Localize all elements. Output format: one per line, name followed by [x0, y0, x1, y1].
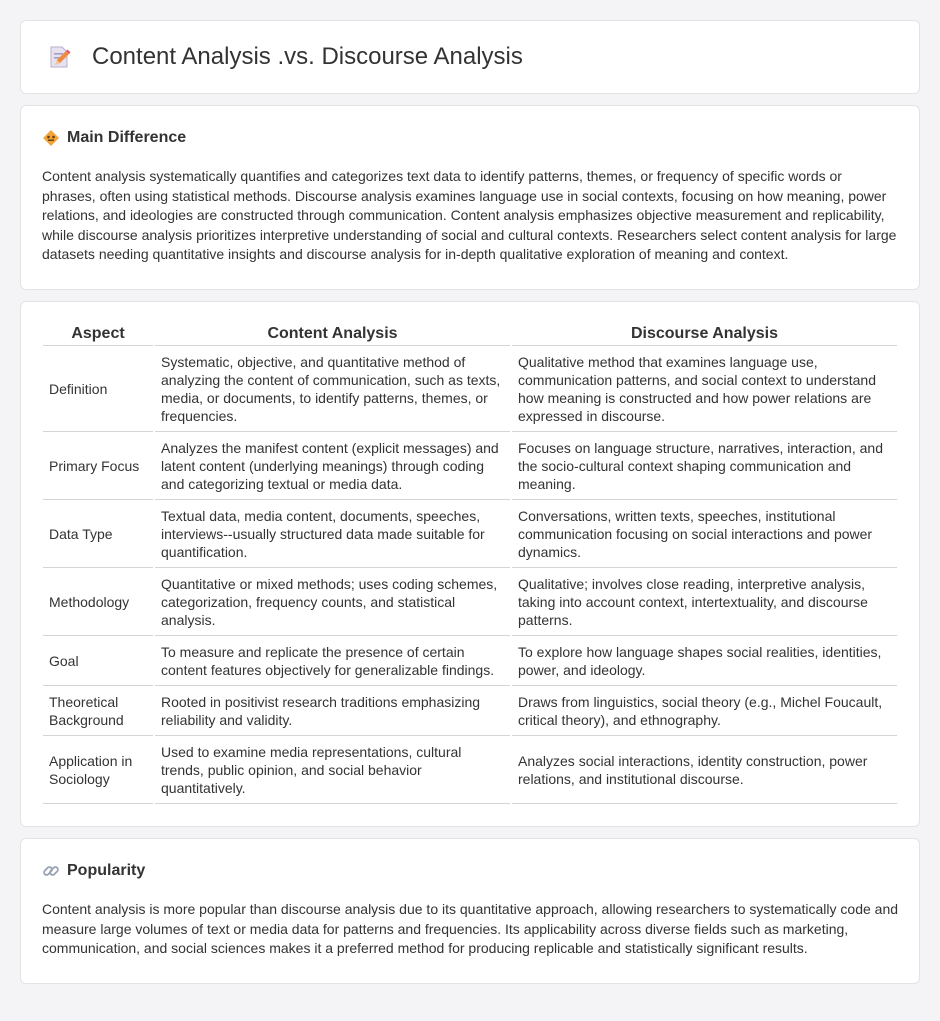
discourse-cell: To explore how language shapes social realities, identities, power, and ideology. — [512, 636, 897, 686]
popularity-header — [42, 862, 899, 880]
main-difference-text: Content analysis systematically quantifies and categorizes text data to identify patterns, themes, or frequency of specific words or phrases, often using statistical methods. Discourse analysis examines language use in social contexts, focusing on how meaning, power relations, and ideologies are constructed through communication. Content analysis emphasizes objective measurement and replicability, while discourse analysis prioritizes interpretive understanding of social and cultural contexts. Researchers select content analysis for large datasets needing quantitative insights and discourse analysis for in-depth qualitative exploration of meaning and context. — [42, 168, 897, 263]
section-title: Popularity — [67, 861, 146, 879]
popularity-text: Content analysis is more popular than discourse analysis due to its quantitative approach, allowing researchers to systematically code and measure large volumes of text or media data for patterns and frequencies. Its applicability across diverse fields such as marketing, communication, and social sciences makes it a preferred method for producing replicable and statistically significant results. — [42, 900, 899, 957]
main-difference-header — [42, 129, 899, 147]
table-row — [43, 636, 897, 686]
discourse-cell: Qualitative method that examines language use, communication patterns, and social context to understand how meaning is constructed and how power relations are expressed in discourse. — [512, 346, 897, 432]
discourse-cell: Analyzes social interactions, identity construction, power relations, and institutional discourse. — [512, 736, 897, 804]
section-title: Main Difference — [67, 129, 187, 146]
content-cell: Rooted in positivist research traditions emphasizing reliability and validity. — [155, 686, 510, 736]
table-row — [43, 568, 897, 636]
table-row — [43, 432, 897, 500]
header-aspect: Aspect — [43, 322, 153, 346]
content-cell: Analyzes the manifest content (explicit messages) and latent content (underlying meanings) through coding and categorizing textual or media data. — [155, 432, 510, 500]
page-title: Content Analysis .vs. Discourse Analysis — [92, 43, 523, 70]
discourse-cell: Focuses on language structure, narratives, interaction, and the socio-cultural context shaping communication and meaning. — [512, 432, 897, 500]
table-header-row — [43, 322, 897, 346]
comparison-table-card — [20, 301, 920, 827]
aspect-cell: Application in Sociology — [43, 736, 153, 804]
content-cell: Quantitative or mixed methods; uses coding schemes, categorization, frequency counts, and statistical analysis. — [155, 568, 510, 636]
content-cell: To measure and replicate the presence of certain content features objectively for generalizable findings. — [155, 636, 510, 686]
aspect-cell: Methodology — [43, 568, 153, 636]
table-row — [43, 346, 897, 432]
aspect-cell: Theoretical Background — [43, 686, 153, 736]
table-row — [43, 500, 897, 568]
comparison-table — [41, 322, 899, 804]
aspect-cell: Data Type — [43, 500, 153, 568]
discourse-cell: Draws from linguistics, social theory (e.g., Michel Foucault, critical theory), and ethnography. — [512, 686, 897, 736]
content-cell: Used to examine media representations, cultural trends, public opinion, and social behavior quantitatively. — [155, 736, 510, 804]
title-card — [20, 20, 920, 94]
header-discourse-analysis: Discourse Analysis — [512, 322, 897, 346]
popularity-section — [20, 838, 920, 984]
table-row — [43, 736, 897, 804]
content-cell: Textual data, media content, documents, speeches, interviews--usually structured data made suitable for quantification. — [155, 500, 510, 568]
discourse-cell: Qualitative; involves close reading, interpretive analysis, taking into account context, intertextuality, and discourse patterns. — [512, 568, 897, 636]
content-cell: Systematic, objective, and quantitative method of analyzing the content of communication, such as texts, media, or documents, to identify patterns, themes, or frequencies. — [155, 346, 510, 432]
link-icon — [42, 862, 60, 880]
aspect-cell: Definition — [43, 346, 153, 432]
header-content-analysis: Content Analysis — [155, 322, 510, 346]
aspect-cell: Goal — [43, 636, 153, 686]
discourse-cell: Conversations, written texts, speeches, institutional communication focusing on social interactions and power dynamics. — [512, 500, 897, 568]
aspect-cell: Primary Focus — [43, 432, 153, 500]
table-row — [43, 686, 897, 736]
pencil-document-icon — [46, 44, 72, 70]
diamond-badge-icon — [42, 129, 60, 147]
main-difference-section — [20, 105, 920, 290]
